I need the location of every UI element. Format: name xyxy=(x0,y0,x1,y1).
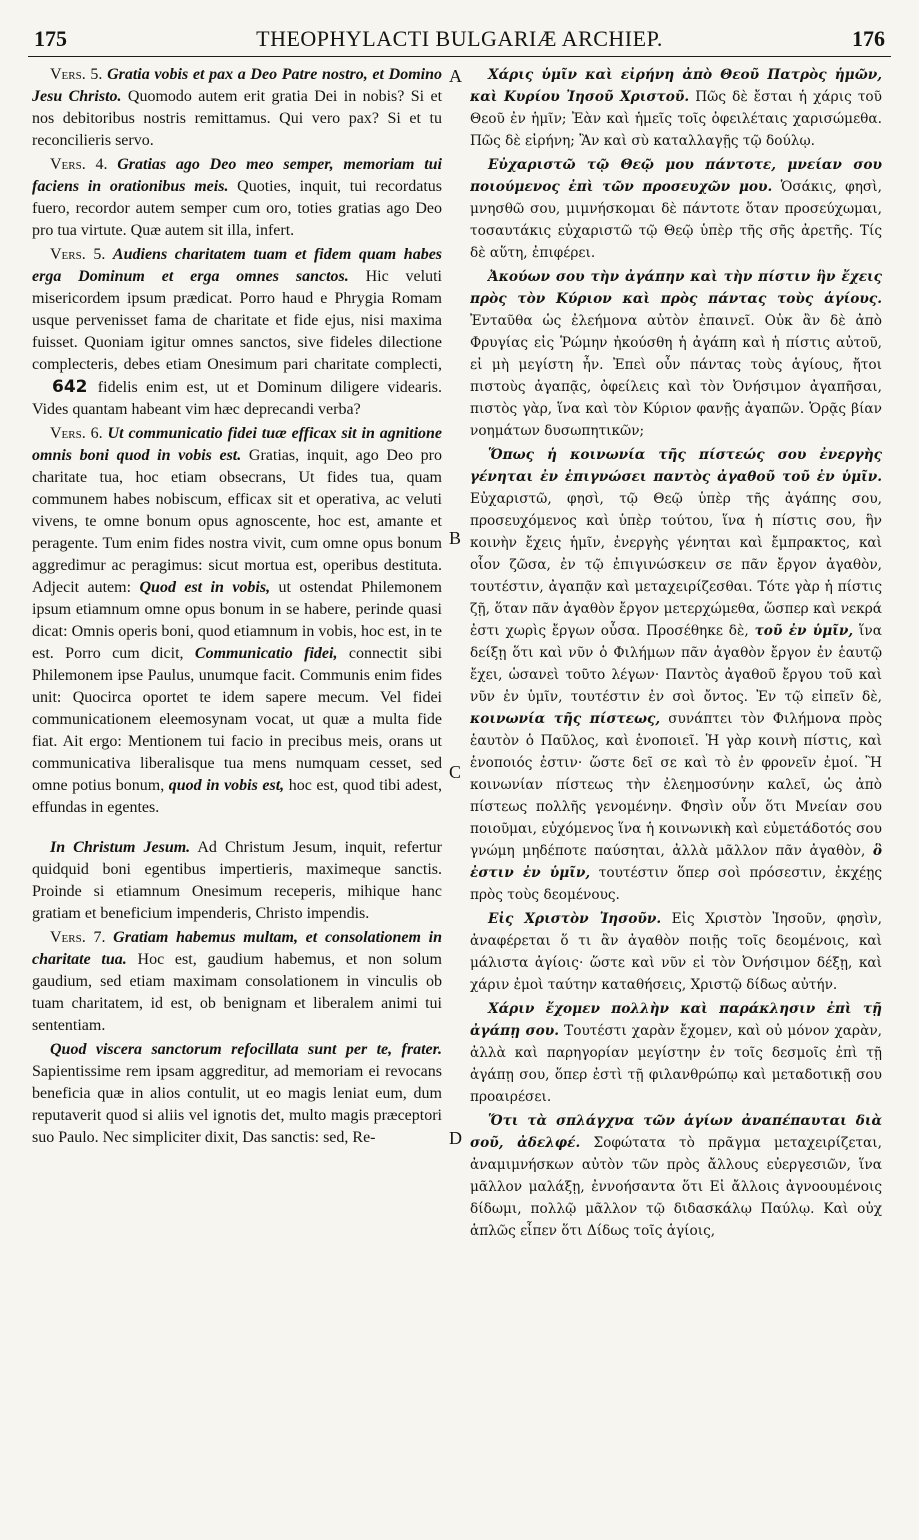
latin-lemma: In Christum Jesum. xyxy=(50,839,191,856)
latin-text: Hic veluti misericordem ipsum prædicat. Porro haud e Phrygia Romam usque pervenisset fama de charitate et fide ejus, nisi maxima fuisset. Quoniam igitur omnes sanctos, sive fideles dilectione complecteris, debes etiam Onesimum pari charitate complecti, xyxy=(32,268,442,373)
latin-text: Quomodo autem erit gratia Dei in nobis? Si et nos debitoribus nostris remittamus. Qui vero pax? Si et tu reconcilieris servo. xyxy=(32,88,442,149)
latin-lemma: Gratias ago Deo meo semper, memoriam tui faciens in orationibus meis. xyxy=(32,156,442,195)
greek-text: Ὁσάκις, φησὶ, μνησθῶ σου, μιμνήσκομαι δὲ πάντοτε ὅταν προσεύχωμαι, τοσαυτάκις εὐχαριστῶ τῷ Θεῷ ὑπὲρ τῆς σῆς ἀρετῆς. Τίς δὲ αὕτη, ἐπιφέρει. xyxy=(470,179,882,261)
latin-paragraph xyxy=(32,64,442,152)
verse-label: Vers. 5. xyxy=(50,246,106,263)
latin-text: hoc est, quod tibi adest, effundas in egentes. xyxy=(32,777,442,816)
greek-lemma: κοινωνία τῆς πίστεως, xyxy=(470,711,661,727)
page-number-right: 176 xyxy=(852,26,885,51)
greek-text: Εὐχαριστῶ, φησὶ, τῷ Θεῷ ὑπὲρ τῆς ἀγάπης σου, προσευχόμενος καὶ ὑπὲρ τούτου, ἵνα ἡ πίστις σου, ἣν κοινὴν ἔχεις ἡμῖν, ἐνεργὴς γένηται καὶ ἔμπρακτος, καὶ οἷον ζῶσα, ἐν τῷ ἐπιγινώσκειν σε πᾶν ἔργον ἀγαθὸν, τουτέστιν, ἀγαπᾷν καὶ μεταχειρίζεσθαι. Τότε γὰρ ἡ πίστις ζῇ, ὅταν πᾶν ἀγαθὸν ἔργον μετερχώμεθα, ὥσπερ καὶ νεκρά ἐστι χωρὶς ἔργων οὖσα. Προσέθηκε δὲ, xyxy=(470,491,882,639)
latin-paragraph xyxy=(32,244,442,421)
margin-letter-c: C xyxy=(449,762,462,782)
greek-column xyxy=(470,64,882,1520)
column-number: 642 xyxy=(52,377,88,397)
latin-paragraph xyxy=(32,154,442,242)
greek-text: τουτέστιν ὅπερ σοὶ πρόσεστιν, ἐκχέῃς πρὸς τοὺς δεομένους. xyxy=(470,865,882,903)
running-title: THEOPHYLACTI BULGARIÆ ARCHIEP. xyxy=(256,26,663,51)
greek-lemma: Ἀκούων σου τὴν ἀγάπην καὶ τὴν πίστιν ἣν ἔχεις πρὸς τὸν Κύριον καὶ πρὸς πάντας τοὺς ἁγίους. xyxy=(470,269,882,307)
latin-paragraph xyxy=(32,837,442,925)
latin-lemma: Gratia vobis et pax a Deo Patre nostro, et Domino Jesu Christo. xyxy=(32,66,442,105)
greek-text: Πῶς δὲ ἔσται ἡ χάρις τοῦ Θεοῦ ἐν ἡμῖν; Ἐὰν καὶ ἡμεῖς τοῖς ὀφειλέταις χαρισώμεθα. Πῶς δὲ εἰρήνη; Ἂν καὶ σὺ καταλλαγῇς τῷ δούλῳ. xyxy=(470,89,882,149)
greek-paragraph xyxy=(470,998,882,1108)
greek-lemma: Εἰς Χριστὸν Ἰησοῦν. xyxy=(488,911,662,927)
margin-letter-b: B xyxy=(449,528,462,548)
greek-lemma: Χάριν ἔχομεν πολλὴν καὶ παράκλησιν ἐπὶ τῇ ἀγάπῃ σου. xyxy=(470,1001,882,1039)
latin-lemma: Quod est in vobis, xyxy=(139,579,271,596)
greek-paragraph xyxy=(470,266,882,442)
latin-lemma: Audiens charitatem tuam et fidem quam habes erga Dominum et erga omnes sanctos. xyxy=(32,246,442,285)
latin-text: connectit sibi Philemonem ipse Paulus, unumque facit. Communis enim fides unit: Quocirca oportet te idem sapere mecum. Vel fidei communicationem eleemosynam vocat, ut quæ a multa fide fiat. Ait ergo: Mentionem tui facio in precibus meis, orans ut communicativa liberalisque tua mens numquam cesset, sed omne potius bonum, xyxy=(32,645,442,794)
greek-paragraph xyxy=(470,444,882,906)
latin-text: Sapientissime rem ipsam aggreditur, ad memoriam ei revocans beneficia quæ in alios contulit, ut eo magis leniat eum, dum reputaverit quod si aliis vel ignotis det, multo magis præceptori suo Paulo. Nec simpliciter dixit, Das sanctis: sed, Re- xyxy=(32,1063,442,1146)
greek-text: ἵνα δείξῃ ὅτι καὶ νῦν ὁ Φιλήμων πᾶν ἀγαθὸν ἔργον ἐν ἑαυτῷ ἔχει, ὡσανεὶ τοῦτο λέγων· Παντὸς ἀγαθοῦ ἔργου τοῦ καὶ νῦν ἐν ὑμῖν, τουτέστιν ἐν σοὶ ὄντος. Ἐν τῷ εἰπεῖν δὲ, xyxy=(470,623,882,705)
latin-lemma: Gratiam habemus multam, et consolationem in charitate tua. xyxy=(32,929,442,968)
greek-text: Ἐνταῦθα ὡς ἐλεήμονα αὐτὸν ἐπαινεῖ. Οὐκ ἂν δὲ ἀπὸ Φρυγίας εἰς Ῥώμην ἠκούσθη ἡ ἀγάπη καὶ ἡ πίστις αὐτοῦ, εἰ μὴ μεγίστη ἦν. Ἐπεὶ οὖν πάντας τοὺς ἁγίους, ἤτοι πιστοὺς ἀγαπᾷς, ὀφείλεις καὶ τὸν Ὀνήσιμον ἀγαπῆσαι, πιστὸς γὰρ, ἵνα καὶ τὸν Κύριον φανῇς ἀγαπῶν. Ὁρᾷς βίαν νοημάτων δυσωπητικῶν; xyxy=(470,313,882,439)
greek-paragraph xyxy=(470,64,882,152)
greek-lemma: Χάρις ὑμῖν καὶ εἰρήνη ἀπὸ Θεοῦ Πατρὸς ἡμῶν, καὶ Κυρίου Ἰησοῦ Χριστοῦ. xyxy=(470,67,882,105)
greek-paragraph xyxy=(470,1110,882,1242)
verse-label: Vers. 6. xyxy=(50,425,103,442)
greek-lemma: Εὐχαριστῶ τῷ Θεῷ μου πάντοτε, μνείαν σου ποιούμενος ἐπὶ τῶν προσευχῶν μου. xyxy=(470,157,882,195)
greek-text: Σοφώτατα τὸ πρᾶγμα μεταχειρίζεται, ἀναμιμνήσκων αὐτὸν τῶν πρὸς ἄλλους εὐεργεσιῶν, ἵνα μᾶλλον μαλάξῃ, ἐννοήσαντα ὅτι Εἰ ἄλλοις ἀγνοουμένοις δίδωμι, πολλῷ μᾶλλον τῷ διδασκάλῳ Παύλῳ. Καὶ οὐχ ἁπλῶς εἶπεν ὅτι Δίδως τοῖς ἁγίοις, xyxy=(470,1135,882,1239)
latin-lemma: Ut communicatio fidei tuæ efficax sit in agnitione omnis boni quod in vobis est. xyxy=(32,425,442,464)
verse-label: Vers. 5. xyxy=(50,66,103,83)
latin-text: Hoc est, gaudium habemus, et non solum gaudium, sed etiam maximam consolationem in vinculis ob tuam charitatem, id est, ob benignam et liberalem animi tui sententiam. xyxy=(32,951,442,1034)
verse-label: Vers. 7. xyxy=(50,929,106,946)
latin-lemma: Quod viscera sanctorum refocillata sunt per te, frater. xyxy=(50,1041,442,1058)
greek-text: Τουτέστι χαρὰν ἔχομεν, καὶ οὐ μόνον χαρὰν, ἀλλὰ καὶ παρηγορίαν μεγίστην ἐν τοῖς δεσμοῖς ἐπὶ τῇ ἀγάπῃ σου, ὅπερ ἐστὶ τῇ φιλανθρώπῳ καὶ μεταδοτικῇ σου προαιρέσει. xyxy=(470,1023,882,1105)
latin-text: fidelis enim est, ut et Dominum diligere videaris. Vides quantam habeant vim hæc deprecandi verba? xyxy=(32,379,442,418)
greek-lemma: τοῦ ἐν ὑμῖν, xyxy=(754,623,854,639)
latin-paragraph xyxy=(32,423,442,819)
greek-text: συνάπτει τὸν Φιλήμονα πρὸς ἑαυτὸν ὁ Παῦλος, καὶ ἑνοποιεῖ. Ἡ γὰρ κοινὴ πίστις, καὶ ἑνοποιός ἐστιν· ὥστε δεῖ σε καὶ τὸ ἐν φρονεῖν ἐμοί. Ἢ κοινωνίαν πίστεως τὴν ἐλεημοσύνην καλεῖ, ὡς ἀπὸ πίστεως πολλῆς γενομένην. Φησὶν οὖν ὅτι Μνείαν σου ποιοῦμαι, εὐχόμενος ἵνα ἡ κοινωνικὴ καὶ εὐμετάδοτός σου γνώμη μηδέποτε παύσηται, ἀλλὰ μᾶλλον πᾶν ἀγαθὸν, xyxy=(470,711,882,859)
latin-text: ut ostendat Philemonem ipsum etiamnum omne opus bonum in se habere, perinde quasi dicat: Omnis operis boni, quod etiamnum in vobis, hoc est, in te est. Porro cum dicit, xyxy=(32,579,442,662)
greek-lemma: Ὅπως ἡ κοινωνία τῆς πίστεώς σου ἐνεργὴς γένηται ἐν ἐπιγνώσει παντὸς ἀγαθοῦ τοῦ ἐν ὑμῖν. xyxy=(470,447,882,485)
greek-lemma: Ὅτι τὰ σπλάγχνα τῶν ἁγίων ἀναπέπαυται διὰ σοῦ, ἀδελφέ. xyxy=(470,1113,882,1151)
latin-paragraph xyxy=(32,1039,442,1149)
latin-text: Gratias, inquit, ago Deo pro charitate tua, hoc etiam obsecrans, Ut fides tua, quam communem habes nobiscum, efficax sit et operativa, ac veluti vivens, te omne bonum opus agnoscente, hoc est, amante et peragente. Tum enim fides nostra vivit, cum omne opus bonum aggredimur ac peragimus: sicut mortua est, operibus destituta. Adjecit autem: xyxy=(32,447,442,596)
verse-label: Vers. 4. xyxy=(50,156,108,173)
greek-lemma: ὃ ἐστιν ἐν ὑμῖν, xyxy=(470,843,882,881)
greek-paragraph xyxy=(470,154,882,264)
greek-paragraph xyxy=(470,908,882,996)
page-header xyxy=(28,22,891,57)
latin-lemma: quod in vobis est, xyxy=(168,777,285,794)
latin-text: Ad Christum Jesum, inquit, refertur quidquid boni egentibus impertieris, maximeque sanctis. Proinde si etiamnum Onesimum receperis, mihique hanc gratiam et beneficium impenderis, Christo impendis. xyxy=(32,839,442,922)
margin-letter-d: D xyxy=(449,1128,462,1148)
latin-paragraph xyxy=(32,927,442,1037)
latin-lemma: Communicatio fidei, xyxy=(194,645,338,662)
latin-column xyxy=(32,64,442,1520)
latin-text: Quoties, inquit, tui recordatus fuero, recordor autem semper cum oro, toties gratias ago Deo pro tua virtute. Quæ autem sit illa, infert. xyxy=(32,178,442,239)
margin-letter-a: A xyxy=(449,66,462,86)
greek-text: Εἰς Χριστὸν Ἰησοῦν, φησὶν, ἀναφέρεται ὅ τι ἂν ἀγαθὸν ποιῇς τοῖς δεομένοις, καὶ μάλιστα ἁγίοις· ὥστε καὶ νῦν εἰ τὸν Ὀνήσιμον δέξῃ, καὶ χάριν ἐμοὶ ταύτην καταθήσεις, Χριστῷ δίδως αὐτήν. xyxy=(470,911,882,993)
page-number-left: 175 xyxy=(34,26,67,51)
